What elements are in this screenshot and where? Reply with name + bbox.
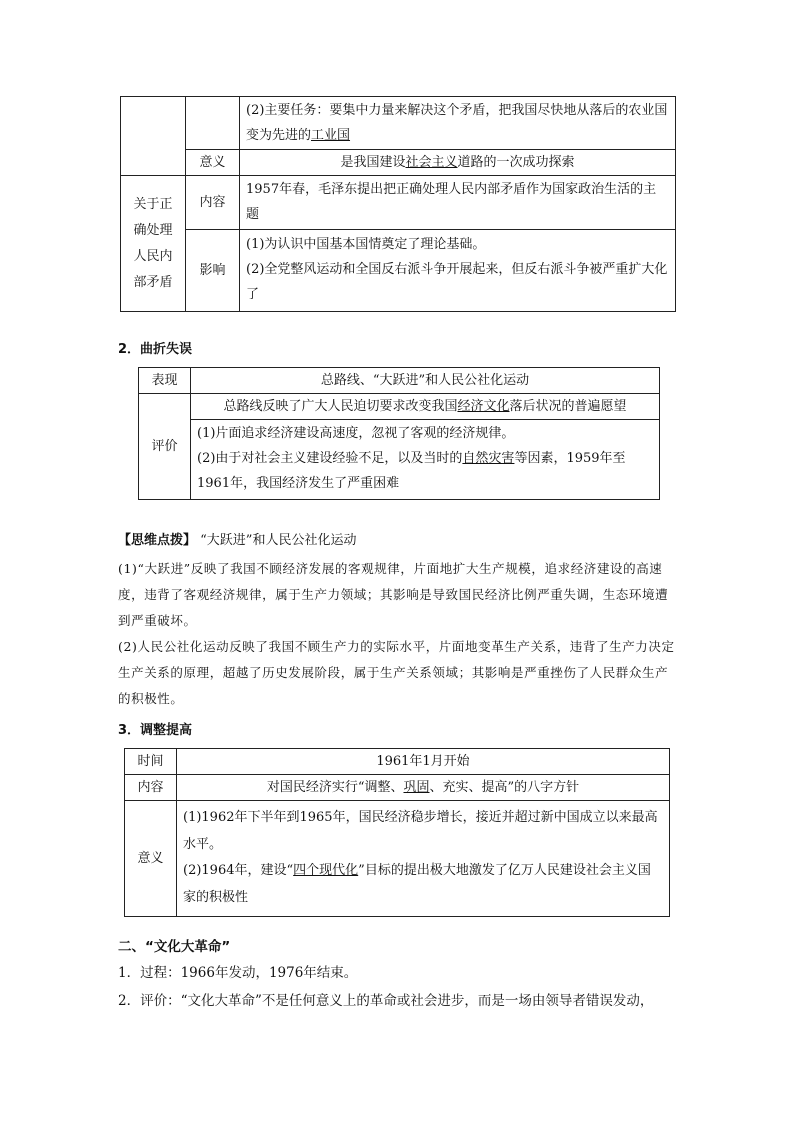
meaning-cell xyxy=(177,801,670,917)
meaning-label: 意义 xyxy=(125,801,177,917)
table-row xyxy=(125,749,670,775)
evaluation-text: 落后状况的普遍愿望 xyxy=(509,399,627,414)
impact-item: (1)为认识中国基本国情奠定了理论基础。 xyxy=(246,237,486,252)
thinking-title: “大跃进”和人民公社化运动 xyxy=(200,533,357,548)
heading-cultural-revolution: 二、“文化大革命” xyxy=(118,939,231,955)
impact-item: (2)全党整风运动和全国反右派斗争开展起来，但反右派斗争被严重扩大化了 xyxy=(246,262,668,302)
meaning-text: 是我国建设 xyxy=(340,155,406,170)
meaning-label: 意义 xyxy=(186,150,240,176)
table-row xyxy=(125,801,670,917)
table-row xyxy=(139,394,660,420)
cell-empty xyxy=(121,97,186,176)
cell-main-task xyxy=(240,97,676,150)
thinking-body xyxy=(118,556,676,712)
part2-line: 2．评价：“文化大革命”不是任何意义上的革命或社会进步，而是一场由领导者错误发动， xyxy=(118,993,654,1009)
table-row xyxy=(121,230,676,312)
thinking-paragraph: (1)“大跃进”反映了我国不顾经济发展的客观规律，片面地扩大生产规模，追求经济建设的高速度，违背了客观经济规律，属于生产力领域；其影响是导致国民经济比例严重失调，生态环境遭到严重破坏。 xyxy=(118,561,669,628)
evaluation-text: 等因素，1959年至1961年，我国经济发生了严重困难 xyxy=(197,451,626,491)
thinking-paragraph: (2)人民公社化运动反映了我国不顾生产力的实际水平，片面地变革生产关系，违背了生产力决定生产关系的原理，超越了历史发展阶段，属于生产关系领域；其影响是严重挫伤了人民群众生产的积极性。 xyxy=(118,639,675,706)
table-row xyxy=(139,420,660,500)
group-label xyxy=(121,176,186,312)
content-text: 对国民经济实行“调整、 xyxy=(266,780,404,795)
underlined-term: 自然灾害 xyxy=(462,451,515,466)
cell-empty xyxy=(186,97,240,150)
meaning-text: 道路的一次成功探索 xyxy=(457,155,575,170)
impact-label: 影响 xyxy=(186,230,240,312)
evaluation-text: 总路线反映了广大人民迫切要求改变我国 xyxy=(223,399,458,414)
section-title-setbacks: 2．曲折失误 xyxy=(118,342,193,357)
meaning-item xyxy=(183,858,663,911)
meaning-text: ”目标的提出极大地激发了亿万人民建设社会主义国家的积极性 xyxy=(183,863,651,905)
content-text-cell xyxy=(177,775,670,801)
content-label: 内容 xyxy=(186,176,240,230)
meaning-text: (2)1964年，建设“ xyxy=(183,863,294,878)
table-setbacks xyxy=(138,367,660,500)
underlined-term: 社会主义 xyxy=(405,155,458,170)
part2-line: 1．过程：1966年发动，1976年结束。 xyxy=(118,965,358,981)
time-text: 1961年1月开始 xyxy=(177,749,670,775)
thinking-header xyxy=(118,531,678,551)
evaluation-details xyxy=(191,420,660,500)
table-row xyxy=(125,775,670,801)
time-label: 时间 xyxy=(125,749,177,775)
underlined-term: 经济文化 xyxy=(457,399,510,414)
section-title-adjustment: 3．调整提高 xyxy=(118,723,193,738)
underlined-term: 巩固 xyxy=(403,780,430,795)
evaluation-general xyxy=(191,394,660,420)
performance-label: 表现 xyxy=(139,368,191,394)
evaluation-text: (2)由于对社会主义建设经验不足，以及当时的 xyxy=(197,451,463,466)
table-policy xyxy=(120,96,676,312)
table-row xyxy=(121,150,676,176)
meaning-text-cell xyxy=(240,150,676,176)
content-text: 、充实、提高”的八字方针 xyxy=(429,780,580,795)
evaluation-item: (1)片面追求经济建设高速度，忽视了客观的经济规律。 xyxy=(197,426,515,441)
evaluation-item xyxy=(197,446,653,496)
evaluation-label: 评价 xyxy=(139,394,191,500)
main-task-text: (2)主要任务：要集中力量来解决这个矛盾，把我国尽快地从落后的农业国变为先进的 xyxy=(246,103,668,143)
meaning-item: (1)1962年下半年到1965年，国民经济稳步增长，接近并超过新中国成立以来最高水平。 xyxy=(183,810,658,852)
impact-cell xyxy=(240,230,676,312)
table-adjustment xyxy=(124,748,670,917)
group-label-text: 关于正确处理人民内部矛盾 xyxy=(133,196,173,290)
table-row xyxy=(121,97,676,150)
thinking-label: 【思维点拨】 xyxy=(118,533,197,548)
performance-text: 总路线、“大跃进”和人民公社化运动 xyxy=(191,368,660,394)
table-row xyxy=(121,176,676,230)
content-label: 内容 xyxy=(125,775,177,801)
underlined-term: 四个现代化 xyxy=(293,863,359,878)
underlined-term: 工业国 xyxy=(311,128,351,143)
content-text: 1957年春，毛泽东提出把正确处理人民内部矛盾作为国家政治生活的主题 xyxy=(240,176,676,230)
table-row xyxy=(139,368,660,394)
